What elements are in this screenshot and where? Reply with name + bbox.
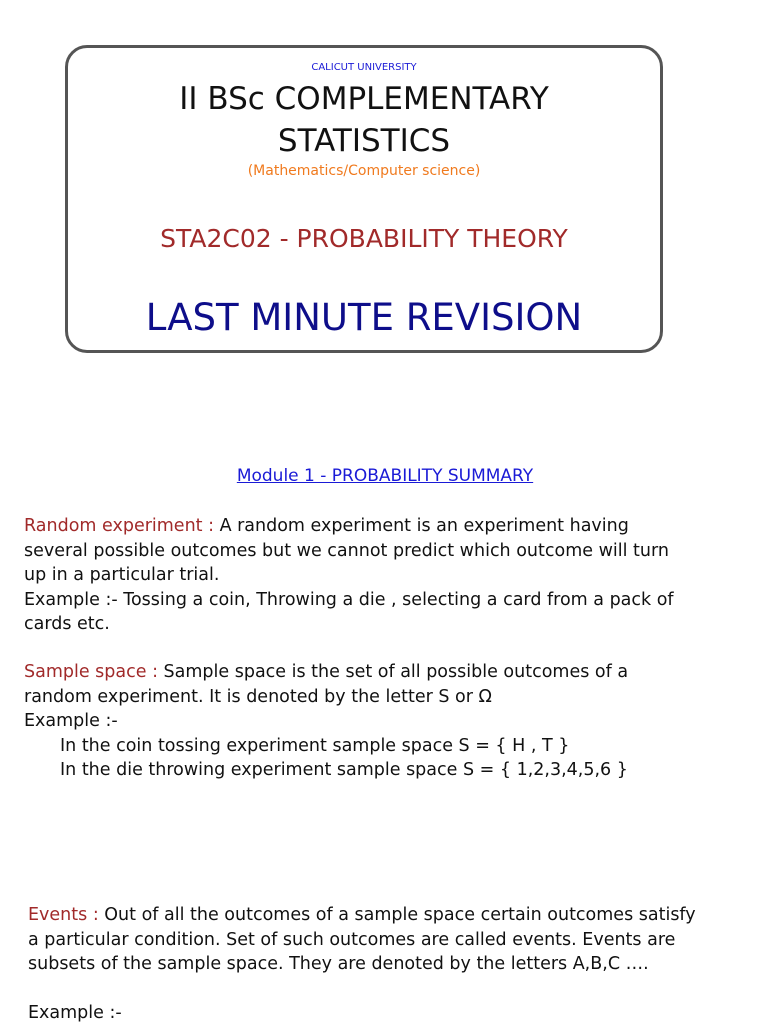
random-experiment-line1: A random experiment is an experiment having bbox=[219, 516, 629, 536]
sample-space-example1: In the coin tossing experiment sample space S = { H , T } bbox=[60, 735, 570, 756]
course-subjects: (Mathematics/Computer science) bbox=[247, 163, 481, 179]
sample-space-paragraph bbox=[24, 660, 754, 783]
random-experiment-example1: Example :- Tossing a coin, Throwing a die , selecting a card from a pack of bbox=[24, 589, 674, 610]
events-line3: subsets of the sample space. They are denoted by the letters A,B,C …. bbox=[28, 954, 649, 974]
random-experiment-line3: up in a particular trial. bbox=[24, 565, 220, 585]
sample-space-line1: Sample space is the set of all possible outcomes of a bbox=[163, 662, 629, 682]
university-name: CALICUT UNIVERSITY bbox=[311, 62, 417, 73]
events-term: Events : bbox=[28, 905, 105, 925]
title-box bbox=[65, 45, 663, 353]
events-example-label: Example :- bbox=[28, 1003, 122, 1023]
random-experiment-term: Random experiment : bbox=[24, 516, 220, 536]
revision-title: LAST MINUTE REVISION bbox=[145, 296, 583, 339]
sample-space-term: Sample space : bbox=[24, 662, 164, 682]
random-experiment-paragraph bbox=[24, 514, 754, 637]
paper-title: STA2C02 - PROBABILITY THEORY bbox=[160, 224, 568, 253]
course-title bbox=[68, 78, 660, 162]
events-paragraph bbox=[28, 903, 758, 977]
events-line2: a particular condition. Set of such outcomes are called events. Events are bbox=[28, 929, 676, 950]
course-title-line1: II BSc COMPLEMENTARY bbox=[179, 81, 549, 117]
sample-space-example2: In the die throwing experiment sample space S = { 1,2,3,4,5,6 } bbox=[60, 760, 628, 780]
module-heading-link[interactable]: Module 1 - PROBABILITY SUMMARY bbox=[236, 466, 534, 486]
course-title-line2: STATISTICS bbox=[277, 123, 451, 159]
random-experiment-example2: cards etc. bbox=[24, 614, 110, 634]
sample-space-example-label: Example :- bbox=[24, 711, 118, 731]
sample-space-line2: random experiment. It is denoted by the letter S or Ω bbox=[24, 686, 492, 707]
events-line1: Out of all the outcomes of a sample space certain outcomes satisfy bbox=[104, 905, 696, 925]
random-experiment-line2: several possible outcomes but we cannot predict which outcome will turn bbox=[24, 540, 669, 561]
